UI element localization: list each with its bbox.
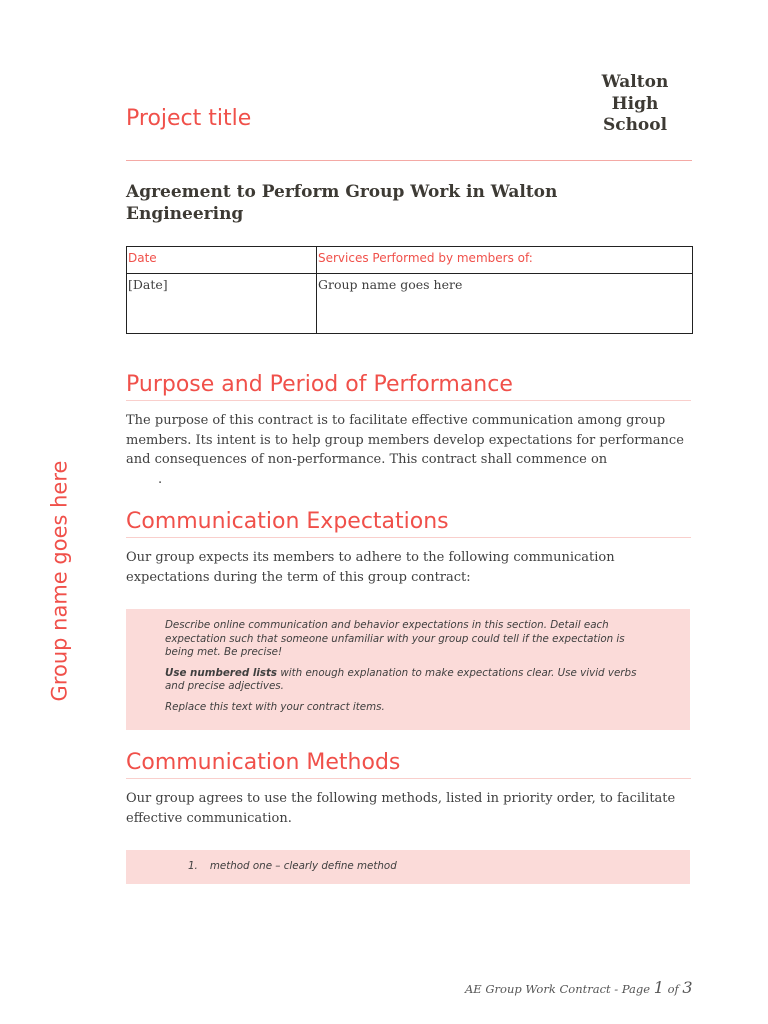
info-table [126,246,693,334]
agreement-title: Agreement to Perform Group Work in Walton Engineering [126,182,558,224]
school-name [590,72,680,137]
page-footer [465,978,693,997]
table-header-row [127,247,693,274]
table-row [127,274,693,334]
expectations-body: Our group expects its members to adhere to the following communication expectations during the term of this group contract: [126,550,615,585]
list-number: 1. [188,860,198,872]
group-name-value[interactable]: Group name goes here [317,274,693,334]
methods-heading: Communication Methods [126,750,691,779]
school-line: School [602,115,668,135]
purpose-text: The purpose of this contract is to facilitate effective communication among group members. Its intent is to help group members develop expectations for performance and consequences of non-performance. This contract shall commence on [126,413,684,467]
callout-paragraph: Replace this text with your contract items. [165,700,385,713]
group-name-side-label: Group name goes here [47,460,72,702]
services-header: Services Performed by members of: [317,247,693,274]
page-total: 3 [682,978,693,997]
header-divider [126,160,692,161]
footer-text: AE Group Work Contract - Page [465,982,654,996]
date-header: Date [127,247,317,274]
school-line: Walton [601,72,669,92]
footer-of: of [663,982,683,996]
commence-date-blank[interactable]: . [158,471,163,487]
callout-paragraph: Describe online communication and behavior expectations in this section. Detail each expectation such that someone unfamiliar with your group could tell if the expectation is being met. Be precise! [165,619,625,658]
school-line: High [611,93,659,114]
methods-list-item [188,860,397,872]
expectations-heading: Communication Expectations [126,509,691,538]
page-number: 1 [653,978,664,997]
callout-bold: Use numbered lists [165,666,278,679]
expectations-callout[interactable] [126,609,690,730]
project-title[interactable]: Project title [126,106,252,131]
date-value[interactable]: [Date] [127,274,317,334]
callout-paragraph [165,667,650,694]
callout-text: with enough explanation to make expectations clear. Use vivid verbs and precise adjectives. [165,666,637,692]
purpose-heading: Purpose and Period of Performance [126,372,691,401]
methods-body: Our group agrees to use the following methods, listed in priority order, to facilitate effective communication. [126,791,676,826]
list-text: method one – clearly define method [209,860,397,872]
purpose-body [126,411,691,489]
methods-callout[interactable] [126,850,690,884]
